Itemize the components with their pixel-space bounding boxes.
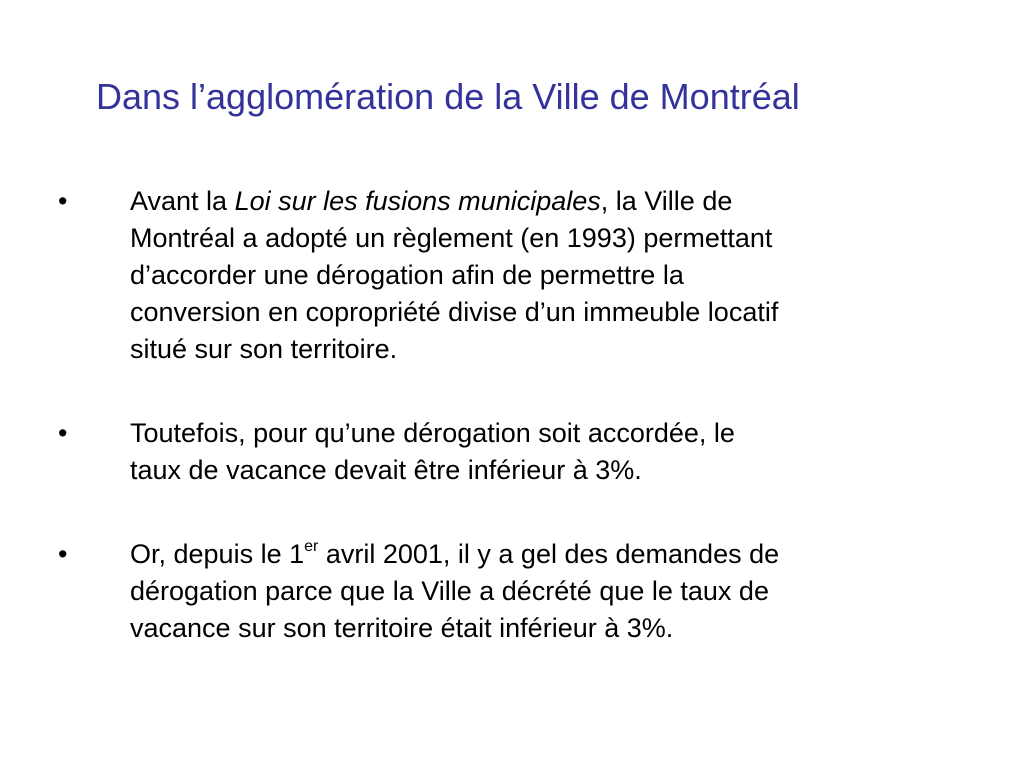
text-segment: , la Ville de <box>600 186 733 216</box>
law-title: Loi sur les fusions municipales <box>234 186 601 216</box>
slide-title: Dans l’agglomération de la Ville de Montréal <box>96 76 800 117</box>
ordinal-superscript: er <box>304 538 319 555</box>
bullet-list <box>58 183 978 694</box>
bullet-icon: • <box>58 186 68 216</box>
bullet-text-line: d’accorder une dérogation afin de permettre la <box>130 260 684 290</box>
bullet-text-line: Toutefois, pour qu’une dérogation soit accordée, le <box>130 418 735 448</box>
text-segment: Or, depuis le 1 <box>130 539 305 569</box>
text-segment: Avant la <box>130 186 235 216</box>
bullet-text-line: taux de vacance devait être inférieur à 3%. <box>130 455 642 485</box>
bullet-item <box>58 415 978 489</box>
bullet-text-line: dérogation parce que la Ville a décrété que le taux de <box>130 576 769 606</box>
bullet-icon: • <box>58 539 68 569</box>
bullet-text-line: vacance sur son territoire était inférieur à 3%. <box>130 613 674 643</box>
bullet-text-line: situé sur son territoire. <box>130 334 398 364</box>
bullet-item <box>58 183 978 368</box>
bullet-text-line: conversion en copropriété divise d’un immeuble locatif <box>130 297 779 327</box>
bullet-item <box>58 536 978 647</box>
bullet-text-line <box>130 183 978 220</box>
text-segment: avril 2001, il y a gel des demandes de <box>318 539 780 569</box>
bullet-text-line <box>130 536 978 573</box>
bullet-icon: • <box>58 418 68 448</box>
bullet-text-line: Montréal a adopté un règlement (en 1993) permettant <box>130 223 773 253</box>
